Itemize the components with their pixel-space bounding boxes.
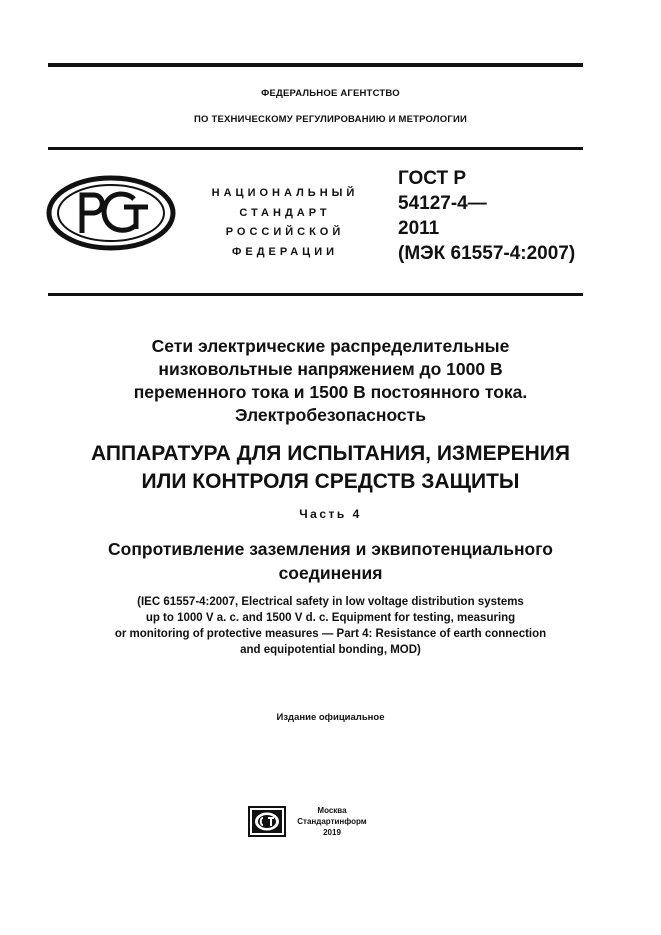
general-title: [60, 335, 601, 427]
iec-reference-line: (IEC 61557-4:2007, Electrical safety in low voltage distribution systems: [137, 596, 524, 608]
rst-certification-logo-icon: [46, 175, 176, 251]
designation-line: (МЭК 61557-4:2007): [398, 243, 576, 264]
designation-line: ГОСТ Р: [398, 168, 467, 189]
designation-line: 54127-4—: [398, 193, 487, 214]
general-title-line: переменного тока и 1500 В постоянного тока.: [133, 382, 528, 402]
edition-label: Издание официальное: [276, 712, 385, 723]
general-title-line: низковольтные напряжением до 1000 В: [158, 359, 503, 379]
part-title-line: Сопротивление заземления и эквипотенциального: [108, 539, 553, 559]
iec-reference-line: and equipotential bonding, MOD): [240, 644, 421, 656]
standartinform-logo-icon: [248, 806, 286, 837]
standard-type-line: НАЦИОНАЛЬНЫЙ: [211, 187, 359, 199]
main-title: [40, 440, 621, 496]
iec-reference-line: up to 1000 V a. c. and 1500 V d. c. Equipment for testing, measuring: [145, 612, 516, 624]
publisher-info: [292, 805, 372, 838]
publisher-year: 2019: [323, 828, 341, 837]
top-rule: [48, 63, 583, 67]
agency-name-line1: ФЕДЕРАЛЬНОЕ АГЕНТСТВО: [261, 88, 400, 99]
standard-type-line: СТАНДАРТ: [239, 206, 331, 219]
standard-designation: [398, 166, 575, 266]
part-title: [40, 537, 621, 585]
iec-reference: [30, 594, 631, 658]
header-top-rule: [48, 147, 583, 150]
part-title-line: соединения: [278, 563, 383, 583]
iec-reference-line: or monitoring of protective measures — Part 4: Resistance of earth connection: [114, 628, 547, 640]
standard-type-line: ФЕДЕРАЦИИ: [231, 245, 339, 258]
general-title-line: Сети электрические распределительные: [151, 336, 510, 356]
publisher-city: Москва: [317, 806, 347, 815]
standard-type-line: РОССИЙСКОЙ: [225, 226, 345, 238]
header-bottom-rule: [48, 293, 583, 296]
publisher-name: Стандартинформ: [297, 817, 367, 826]
designation-line: 2011: [398, 218, 440, 239]
agency-name-line2: ПО ТЕХНИЧЕСКОМУ РЕГУЛИРОВАНИЮ И МЕТРОЛОГИИ: [194, 114, 467, 125]
main-title-line: АППАРАТУРА ДЛЯ ИСПЫТАНИЯ, ИЗМЕРЕНИЯ: [91, 442, 570, 465]
main-title-line: ИЛИ КОНТРОЛЯ СРЕДСТВ ЗАЩИТЫ: [141, 470, 520, 493]
standard-type: [190, 184, 380, 262]
part-label: Часть 4: [299, 507, 362, 521]
general-title-line: Электробезопасность: [235, 405, 426, 425]
